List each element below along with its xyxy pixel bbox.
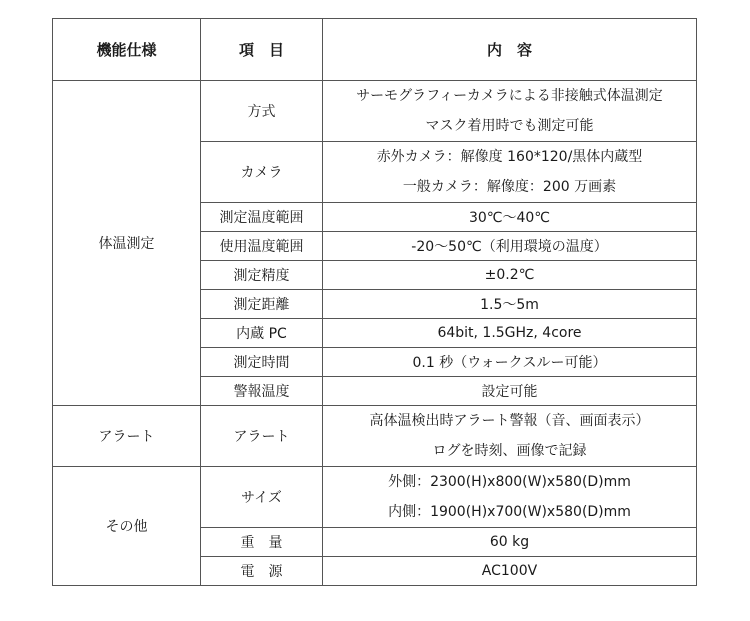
value-line: 一般カメラ：解像度：200 万画素 [402,179,617,195]
item-power: 電 源 [201,557,323,586]
value-accuracy: ±0.2℃ [323,261,697,290]
value-method [323,81,697,142]
header-item: 項 目 [201,19,323,81]
header-content: 内 容 [323,19,697,81]
value-pc: 64bit, 1.5GHz, 4core [323,319,697,348]
table-row [53,406,697,467]
value-alert [323,406,697,467]
table-row [53,81,697,142]
group-body-temp: 体温測定 [53,81,201,406]
value-time: 0.1 秒（ウォークスルー可能） [323,348,697,377]
item-size: サイズ [201,467,323,528]
value-line: ログを時刻、画像で記録 [432,443,587,459]
group-alert: アラート [53,406,201,467]
value-measure-range: 30℃～40℃ [323,203,697,232]
value-alarm-temp: 設定可能 [323,377,697,406]
value-operating-range: -20～50℃（利用環境の温度） [323,232,697,261]
value-line: 外側：2300(H)x800(W)x580(D)mm [388,474,631,490]
group-other: その他 [53,467,201,586]
header-function: 機能仕様 [53,19,201,81]
value-power: AC100V [323,557,697,586]
value-line: 高体温検出時アラート警報（音、画面表示） [369,413,650,429]
table-row [53,467,697,528]
item-distance: 測定距離 [201,290,323,319]
item-measure-range: 測定温度範囲 [201,203,323,232]
spec-table [52,18,697,586]
item-pc: 内蔵 PC [201,319,323,348]
item-alarm-temp: 警報温度 [201,377,323,406]
value-camera [323,142,697,203]
value-line: 赤外カメラ：解像度 160*120/黒体内蔵型 [376,149,643,165]
item-operating-range: 使用温度範囲 [201,232,323,261]
value-size [323,467,697,528]
value-weight: 60 kg [323,528,697,557]
value-line: 内側：1900(H)x700(W)x580(D)mm [388,504,631,520]
value-distance: 1.5～5m [323,290,697,319]
header-row [53,19,697,81]
value-line: サーモグラフィーカメラによる非接触式体温測定 [356,88,663,104]
item-weight: 重 量 [201,528,323,557]
item-camera: カメラ [201,142,323,203]
item-time: 測定時間 [201,348,323,377]
item-alert: アラート [201,406,323,467]
item-accuracy: 測定精度 [201,261,323,290]
value-line: マスク着用時でも測定可能 [425,118,594,134]
item-method: 方式 [201,81,323,142]
